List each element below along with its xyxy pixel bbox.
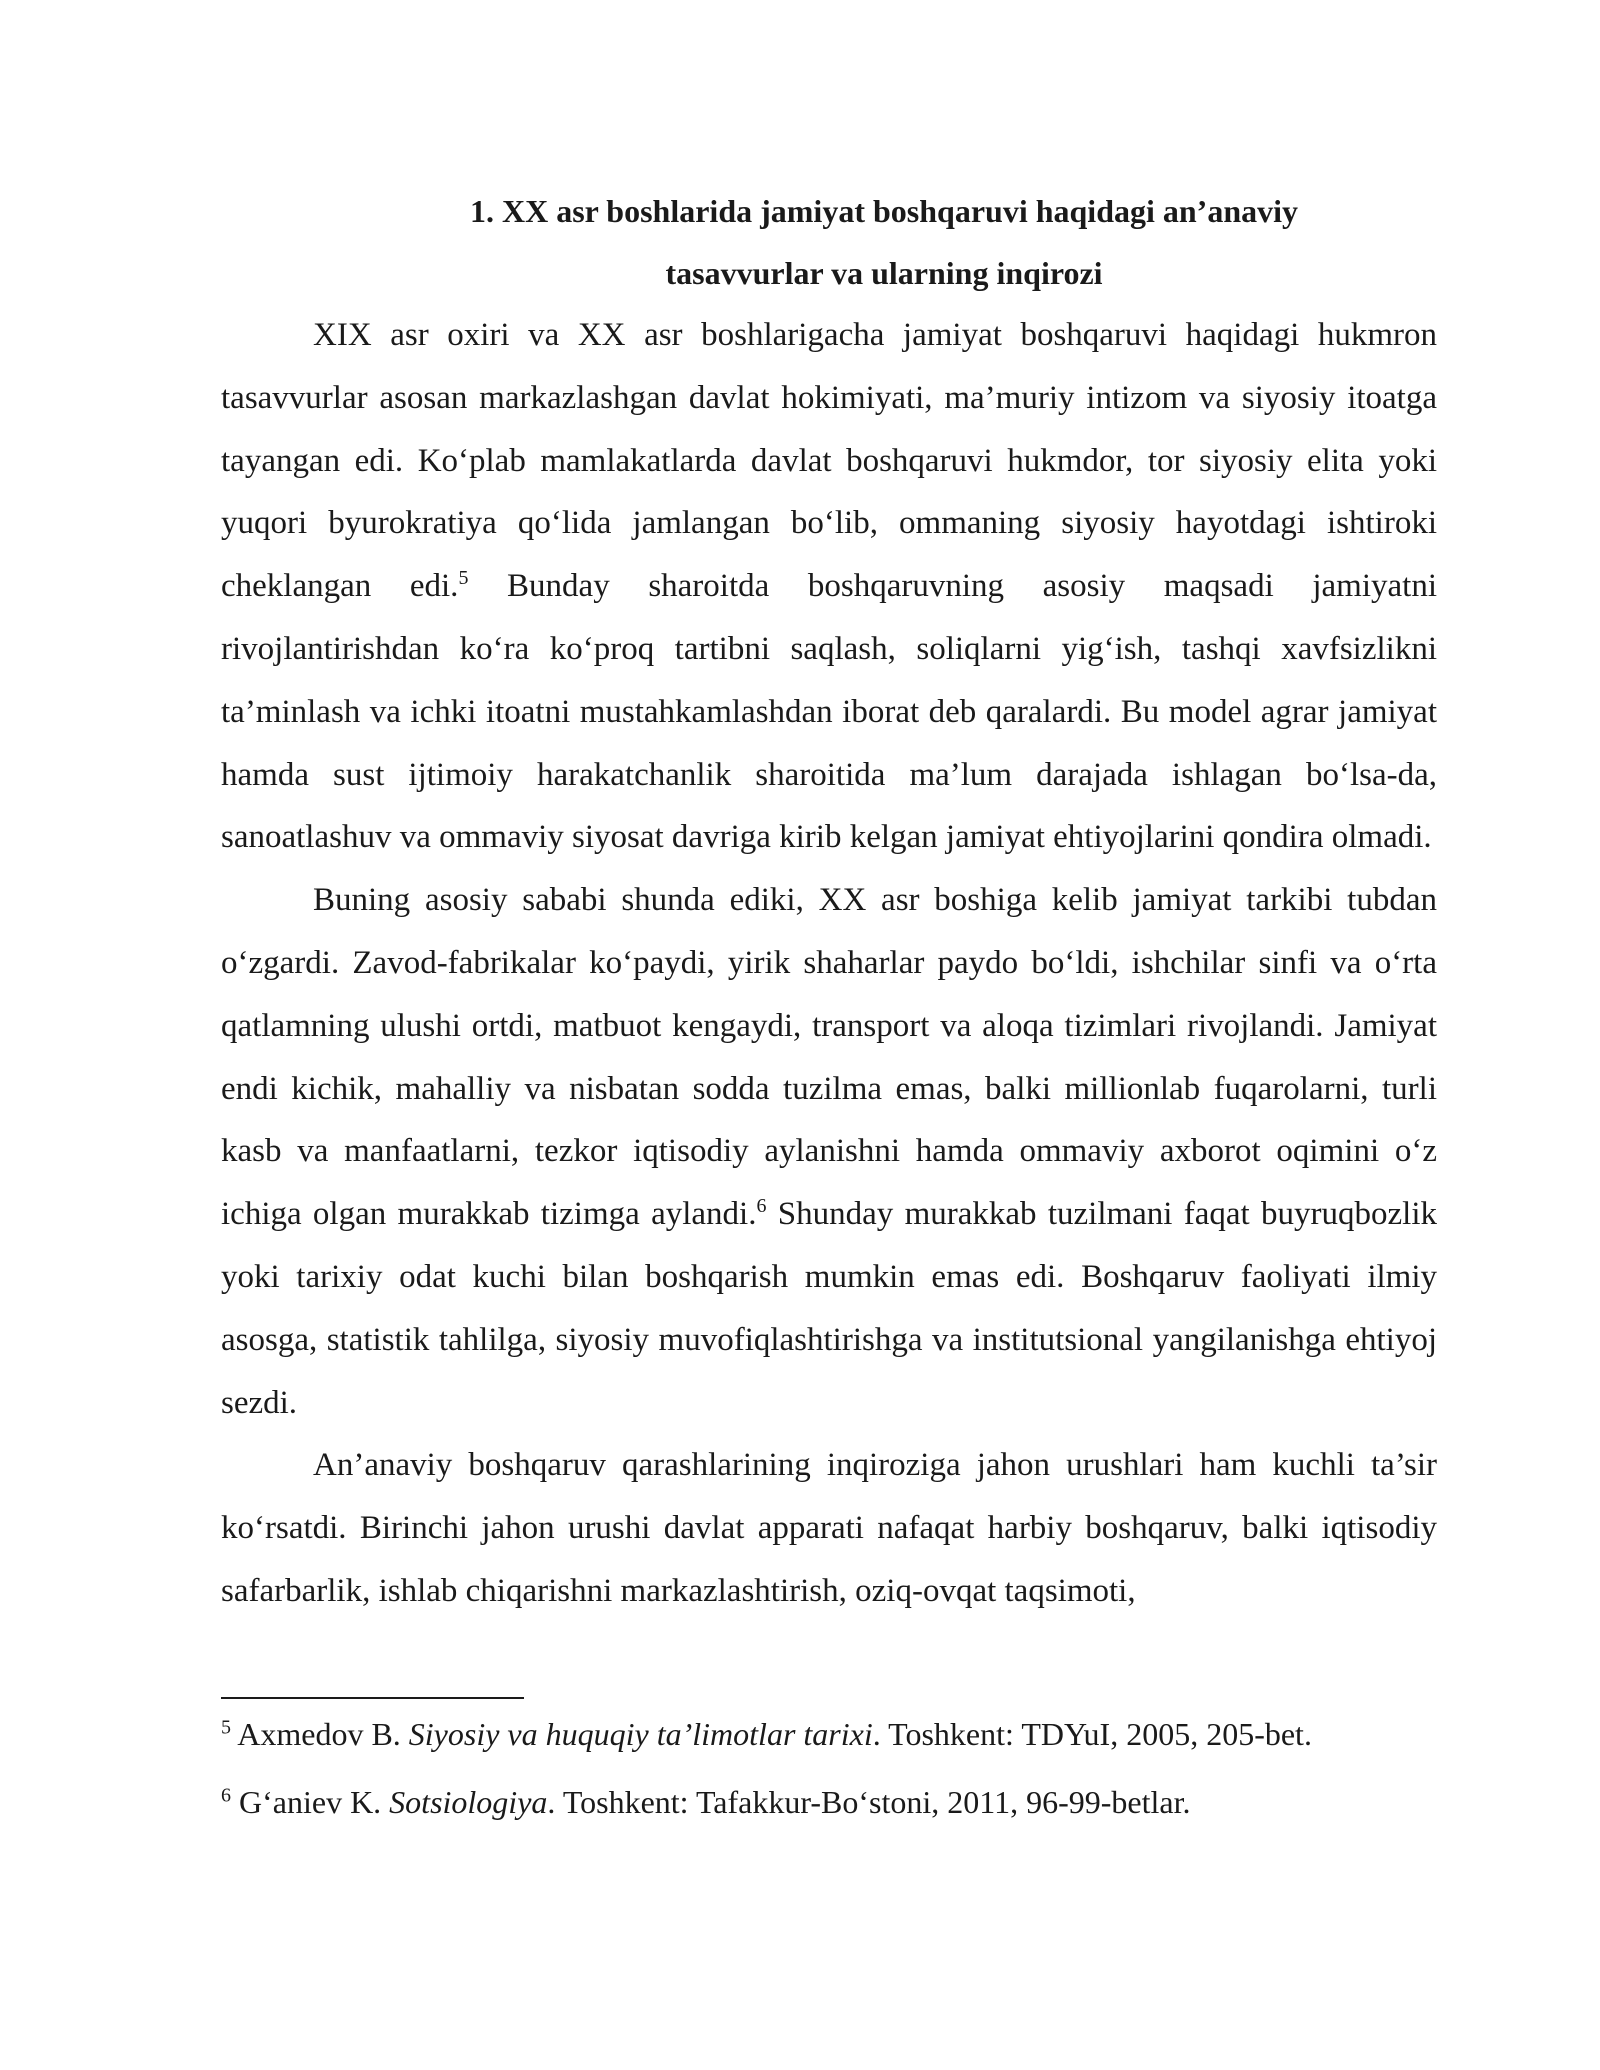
paragraph-1-text-continued: Bunday sharoitda boshqaruvning asosiy maqsadi jamiyatni rivojlantirishdan ko‘ra ko‘proq tartibni saqlash, soliqlarni yig‘ish, tashqi xavfsizlikni ta’minlash va ichki itoatni mustahkamlashdan iborat deb qaralardi. Bu model agrar jamiyat hamda sust ijtimoiy harakatchanlik sharoitida ma’lum darajada ishlagan bo‘lsa-da, sanoatlashuv va ommaviy siyosat davriga kirib kelgan jamiyat ehtiyojlarini qondira olmadi. — [221, 568, 1437, 856]
document-page — [221, 180, 1437, 1623]
footnote-ref-6[interactable]: 6 — [756, 1195, 767, 1218]
paragraph-1 — [221, 304, 1437, 869]
footnote-details: . Toshkent: Tafakkur-Bo‘stoni, 2011, 96-99-betlar. — [547, 1784, 1191, 1820]
paragraph-2-text: Buning asosiy sababi shunda ediki, XX asr boshiga kelib jamiyat tarkibi tubdan o‘zgardi. Zavod-fabrikalar ko‘paydi, yirik shaharlar paydo bo‘ldi, ishchilar sinfi va o‘rta qatlamning ulushi ortdi, matbuot kengaydi, transport va aloqa tizimlari rivojlandi. Jamiyat endi kichik, mahalliy va nisbatan sodda tuzilma emas, balki millionlab fuqarolarni, turli kasb va manfaatlarni, tezkor iqtisodiy aylanishni hamda ommaviy axborot oqimini o‘z ichiga olgan murakkab tizimga aylandi. — [221, 882, 1437, 1233]
footnote-title: Siyosiy va huquqiy ta’limotlar tarixi — [408, 1716, 873, 1752]
paragraph-2-text-continued: Shunday murakkab tuzilmani faqat buyruqbozlik yoki tarixiy odat kuchi bilan boshqarish mumkin emas edi. Boshqaruv faoliyati ilmiy asosga, statistik tahlilga, siyosiy muvofiqlashtirishga va institutsional yangilanishga ehtiyoj sezdi. — [221, 1196, 1438, 1421]
paragraph-3 — [221, 1434, 1437, 1622]
footnote-details: . Toshkent: TDYuI, 2005, 205-bet. — [872, 1716, 1312, 1752]
footnote-separator — [221, 1697, 524, 1699]
footnote-number: 5 — [221, 1716, 231, 1739]
paragraph-1-text: XIX asr oxiri va XX asr boshlarigacha jamiyat boshqaruvi haqidagi hukmron tasavvurlar asosan markazlashgan davlat hokimiyati, ma’muriy intizom va siyosiy itoatga tayangan edi. Ko‘plab mamlakatlarda davlat boshqaruvi hukmdor, tor siyosiy elita yoki yuqori byurokratiya qo‘lida jamlangan bo‘lib, ommaning siyosiy hayotdagi ishtiroki cheklangan edi. — [221, 317, 1437, 605]
footnote-6 — [221, 1780, 1437, 1824]
paragraph-3-text: An’anaviy boshqaruv qarashlarining inqiroziga jahon urushlari ham kuchli ta’sir ko‘rsatdi. Birinchi jahon urushi davlat apparati nafaqat harbiy boshqaruv, balki iqtisodiy safarbarlik, ishlab chiqarishni markazlashtirish, oziq-ovqat taqsimoti, — [221, 1447, 1437, 1609]
footnote-ref-5[interactable]: 5 — [458, 567, 469, 590]
footnote-title: Sotsiologiya — [389, 1784, 548, 1820]
footnote-number: 6 — [221, 1784, 231, 1807]
section-heading-line-2: tasavvurlar va ularning inqirozi — [665, 255, 1103, 291]
section-heading-line-1: 1. XX asr boshlarida jamiyat boshqaruvi haqidagi an’anaviy — [469, 193, 1299, 229]
section-heading — [221, 180, 1437, 304]
footnotes — [221, 1712, 1437, 1848]
footnote-author: Axmedov B. — [237, 1716, 401, 1752]
footnote-author: G‘aniev K. — [239, 1784, 382, 1820]
paragraph-2 — [221, 869, 1437, 1434]
footnote-5 — [221, 1712, 1437, 1756]
